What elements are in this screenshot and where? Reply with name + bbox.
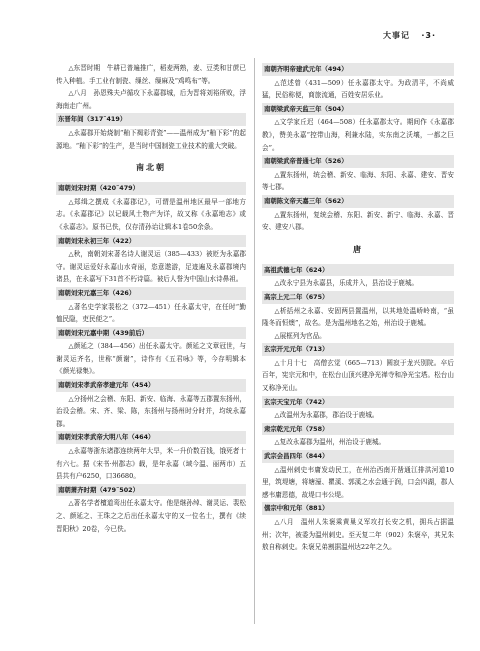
paragraph: △析括州之永嘉、安固两县置温州，以其地处温峤岭南，“虽隆冬而恒燠”，故名。是为温州地名之始，州治设于鹿城。 <box>262 306 454 328</box>
era-title: 唐 <box>353 244 363 254</box>
year-heading: 东晋年间（317˜419） <box>56 113 246 126</box>
paragraph: △八月 孙恩殊夫卢循攻下永嘉郡城，后为晋将刘裕所败，浮海南走广州。 <box>56 89 246 110</box>
paragraph: △改温州为永嘉郡，郡治设于鹿城。 <box>274 411 379 420</box>
paragraph: △十月十七 高僧玄觉（665—713）圆寂于龙兴别院。卒后百年，宪宗元和中，在松台山顶兴建净光禅寺和净光宝塔。松台山又称净光山。 <box>262 358 454 393</box>
year-heading: 南朝齐明帝建武元年（494） <box>262 63 454 76</box>
year-heading: 玄宗开元元年（713） <box>262 343 454 356</box>
paragraph: △展框列为官品。 <box>274 331 326 340</box>
paragraph: △文学家丘迟（464—508）任永嘉郡太守。期间作《永嘉郡教》，赞美永嘉“控带山海，利兼水陆，实东南之沃壤，一都之巨会”。 <box>262 118 454 152</box>
year-heading: 南朝梁武帝普通七年（526） <box>262 155 454 168</box>
year-heading: 高祖武德七年（624） <box>262 264 454 277</box>
paragraph: △永嘉郡开始烧制“釉下褐彩青瓷”——温州成为“釉下彩”的起源地。“釉下彩”的生产，是当时中国制瓷工业技术的重大突破。 <box>56 128 246 150</box>
year-heading: 南朝刘宋时期（420˜479） <box>56 182 246 195</box>
year-heading: 南朝刘宋永初三年（422） <box>56 235 246 248</box>
paragraph: △东晋时期 牛耕已普遍推广，稻麦两熟，麦、豆类和甘蔗已传入种植。手工业有制瓷、缫丝、缫麻及“鸡鸣布”等。 <box>56 64 246 85</box>
column-divider <box>254 58 255 624</box>
page-number: ·3· <box>421 31 436 40</box>
paragraph: △范述曾（431—509）任永嘉郡太守。为政清平，不尚威猛，民俗称便，商旅流通，百姓安居乐业。 <box>262 78 454 100</box>
paragraph: △郑缉之撰成《永嘉郡记》，可谓是温州地区最早一部地方志。《永嘉郡记》以记载风土物产为详，故又称《永嘉地志》或《永嘉志》。原书已佚，仅存清孙诒让辑本1卷50余条。 <box>56 197 246 231</box>
year-heading: 南朝陈文帝天嘉三年（562） <box>262 195 454 208</box>
paragraph: △八月 温州人朱褒乘黄巢义军攻打长安之机，拥兵占据温州；次年，被委为温州刺史。至天复二年（902）朱褒卒，其兄朱敖自称刺史。朱褒兄弟割据温州达22年之久。 <box>262 518 454 552</box>
right-column <box>262 62 454 554</box>
year-heading: 武宗会昌四年（844） <box>262 450 454 463</box>
paragraph: △著名史学家裴松之（372—451）任永嘉太守，在任时“勤恤民隐，吏民便之”。 <box>56 302 246 324</box>
paragraph: △改永宁县为永嘉县，乐成并入，县治设于鹿城。 <box>274 279 419 288</box>
running-header <box>383 30 436 41</box>
year-heading: 南朝刘宋元嘉三年（426） <box>56 287 246 300</box>
year-heading: 南朝梁武帝天监三年（504） <box>262 103 454 116</box>
paragraph: △分扬州之会稽、东阳、新安、临海、永嘉等五郡置东扬州，治设会稽。宋、齐、梁、陈，东扬州与扬州时分时并，均统永嘉郡。 <box>56 394 246 428</box>
year-heading: 玄宗天宝元年（742） <box>262 396 454 409</box>
paragraph: △复改永嘉郡为温州，州治设于鹿城。 <box>274 438 386 447</box>
year-heading: 高宗上元二年（675） <box>262 291 454 304</box>
year-heading: 南朝刘宋元嘉中期（439前后） <box>56 327 246 340</box>
paragraph: △秋，南朝刘宋著名诗人谢灵运（385—433）被贬为永嘉郡守。谢灵运爱好永嘉山水奇丽，恣意遨游，足迹遍及永嘉郡境内诸县，在永嘉写下31首不朽诗篇。被后人誉为中国山水诗鼻祖。 <box>56 250 246 284</box>
paragraph: △温州刺史韦庸发动民工，在州治西南开凿通江排洪河道10里，筑堤塘，将塘濠、瞿溪、郭溪之水会通于润，口会四湖，郡人感韦庸恩德，故堤口韦公堤。 <box>262 465 454 499</box>
year-heading: 南朝刘宋孝武帝大明八年（464） <box>56 431 246 444</box>
year-heading: 南朝萧齐时期（479˜502） <box>56 484 246 497</box>
section-title: 大事记 <box>382 31 410 40</box>
year-heading: 僖宗中和元年（881） <box>262 502 454 515</box>
paragraph: △永嘉等浙东诸郡连续两年大旱，米一升价数百钱，饿死者十有六七。据《宋书·州郡志》载，是年永嘉（域今温、丽两市）五县共有户6250，口36680。 <box>56 447 246 481</box>
left-column <box>56 62 246 535</box>
paragraph: △置东扬州，统会稽、新安、临海、东阳、永嘉、建安、晋安等七郡。 <box>262 170 454 192</box>
era-title: 南北朝 <box>136 163 166 173</box>
paragraph: △置东扬州，复统会稽、东阳、新安、新宁、临海、永嘉、晋安、建安八郡。 <box>262 210 454 232</box>
year-heading: 肃宗乾元元年（758） <box>262 423 454 436</box>
paragraph: △著名学者檀道鸾出任永嘉太守。他是继孙绰、谢灵运、裴松之、颜延之、王珠之之后出任永嘉太守的又一位名士，撰有《续晋阳秋》20卷，今已佚。 <box>56 499 246 533</box>
year-heading: 南朝刘宋孝武帝孝建元年（454） <box>56 379 246 392</box>
paragraph: △颜延之（384—456）出任永嘉太守。颜延之文章冠世，与谢灵运齐名，世称“颜谢”，诗作有《五君咏》等，今存明辑本《颜光禄集》。 <box>56 342 246 376</box>
